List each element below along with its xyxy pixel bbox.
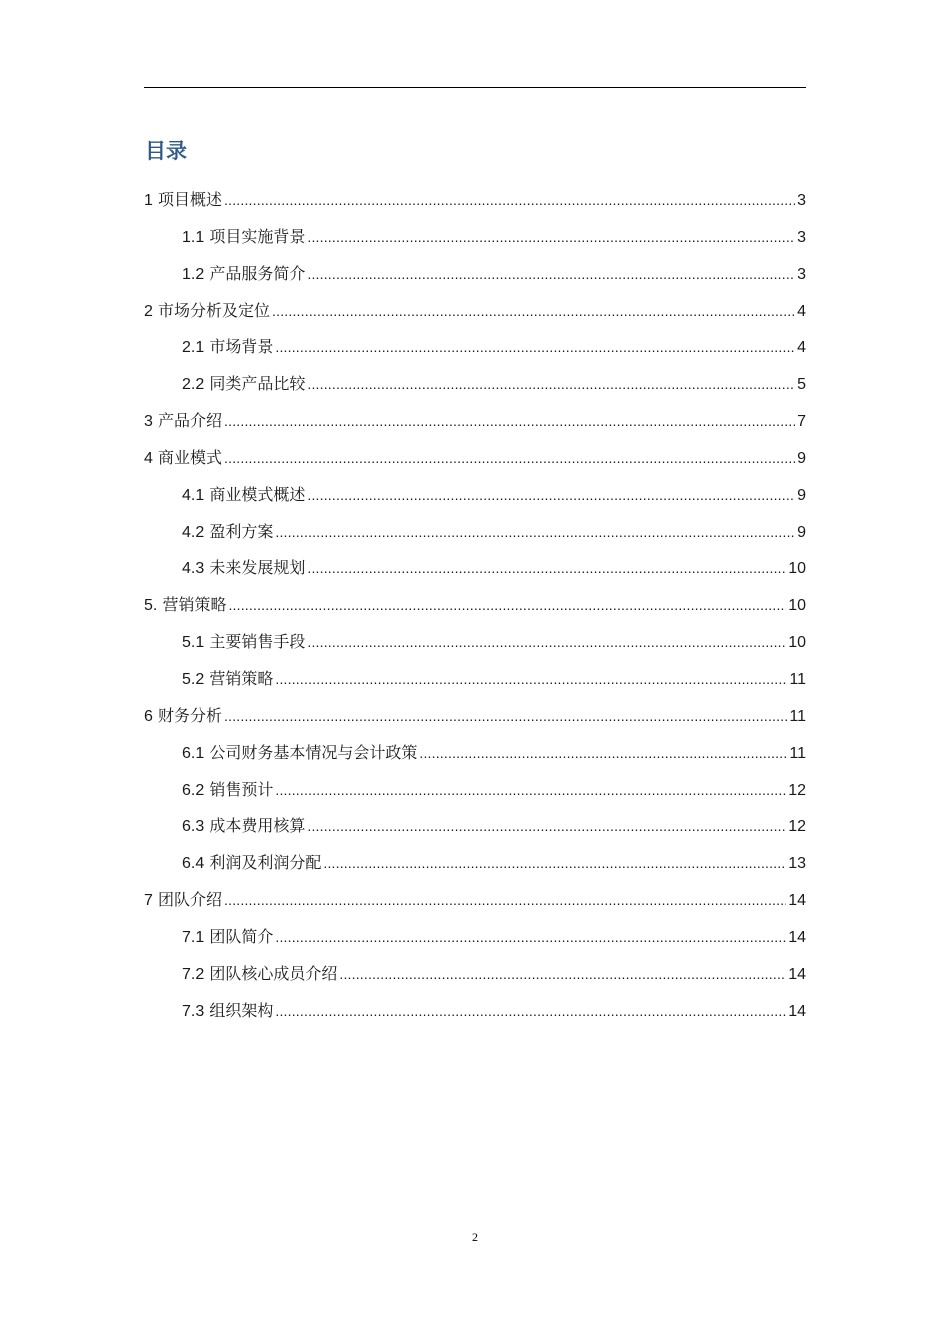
toc-entry-label: 营销策略 — [209, 668, 274, 688]
toc-dot-leader — [275, 329, 795, 366]
toc-dot-leader — [339, 956, 786, 993]
toc-dot-leader — [307, 256, 795, 293]
toc-entry-text — [182, 550, 305, 588]
toc-entry-label: 盈利方案 — [209, 521, 274, 541]
toc-entry[interactable] — [144, 403, 806, 440]
toc-entry[interactable] — [144, 624, 806, 661]
toc-entry-number: 1 — [144, 192, 153, 209]
toc-entry[interactable] — [144, 587, 806, 624]
toc-entry[interactable] — [144, 882, 806, 919]
toc-entry-text — [144, 698, 222, 736]
toc-entry[interactable] — [144, 772, 806, 809]
toc-entry-page: 14 — [788, 928, 806, 946]
toc-entry-text — [182, 993, 273, 1031]
toc-dot-leader — [307, 550, 786, 587]
toc-dot-leader — [275, 772, 786, 809]
toc-entry-label: 项目概述 — [158, 190, 223, 209]
toc-entry-label: 利润及利润分配 — [209, 853, 322, 873]
toc-entry-page: 10 — [788, 560, 806, 578]
toc-entry[interactable] — [144, 808, 806, 845]
toc-entry-page: 14 — [788, 892, 806, 910]
toc-entry-label: 市场分析及定位 — [158, 300, 271, 320]
toc-dot-leader — [307, 219, 795, 256]
toc-entry-page: 14 — [788, 1002, 806, 1020]
toc-entry-text — [182, 366, 305, 404]
toc-entry-label: 团队介绍 — [158, 890, 223, 910]
toc-entry-page: 10 — [788, 634, 806, 652]
toc-entry-label: 主要销售手段 — [209, 632, 306, 652]
toc-entry-number: 4.3 — [182, 560, 205, 578]
toc-entry[interactable] — [144, 735, 806, 772]
toc-entry-text — [182, 808, 305, 846]
toc-list — [144, 182, 806, 1029]
toc-entry-number: 2.1 — [182, 339, 205, 357]
toc-entry-label: 同类产品比较 — [209, 374, 306, 394]
toc-entry-page: 4 — [797, 302, 806, 320]
toc-entry-label: 组织架构 — [209, 1000, 274, 1020]
toc-entry-page: 4 — [797, 339, 806, 357]
toc-entry-text — [182, 919, 273, 957]
toc-entry[interactable] — [144, 477, 806, 514]
toc-entry-number: 4.1 — [182, 486, 205, 504]
toc-entry-label: 市场背景 — [209, 337, 274, 357]
page-number: 2 — [472, 1230, 478, 1244]
toc-dot-leader — [323, 845, 786, 882]
toc-entry-page: 11 — [789, 744, 806, 762]
toc-entry-label: 商业模式 — [158, 447, 223, 467]
toc-entry-number: 5.2 — [182, 670, 205, 688]
toc-entry-number: 6.1 — [182, 744, 205, 762]
toc-entry-text — [182, 514, 273, 552]
toc-entry[interactable] — [144, 550, 806, 587]
toc-dot-leader — [275, 514, 795, 551]
toc-entry-page: 13 — [788, 855, 806, 873]
toc-entry-number: 4.2 — [182, 523, 205, 541]
toc-entry-number: 7.3 — [182, 1002, 205, 1020]
toc-entry-text — [144, 882, 222, 920]
toc-entry-label: 财务分析 — [158, 705, 223, 725]
toc-entry-number: 6.3 — [182, 818, 205, 836]
toc-entry-label: 项目实施背景 — [209, 226, 306, 246]
toc-dot-leader — [307, 808, 786, 845]
toc-entry[interactable] — [144, 956, 806, 993]
toc-entry-text — [182, 772, 273, 810]
toc-entry-number: 7.1 — [182, 928, 205, 946]
toc-entry-number: 2.2 — [182, 376, 205, 394]
toc-entry[interactable] — [144, 182, 806, 219]
toc-entry-text — [144, 403, 222, 441]
toc-dot-leader — [224, 182, 795, 219]
toc-entry-page: 9 — [797, 449, 806, 467]
toc-entry-label: 产品介绍 — [158, 411, 223, 431]
toc-entry-text — [182, 219, 305, 257]
toc-entry-text — [182, 661, 273, 699]
toc-entry-page: 10 — [788, 597, 806, 615]
toc-entry-text — [144, 440, 222, 478]
toc-dot-leader — [275, 661, 787, 698]
toc-entry-text — [182, 624, 305, 662]
toc-entry-number: 1.2 — [182, 265, 205, 283]
toc-dot-leader — [307, 366, 795, 403]
toc-dot-leader — [224, 440, 795, 477]
toc-entry-page: 7 — [797, 413, 806, 431]
toc-dot-leader — [275, 919, 786, 956]
toc-entry[interactable] — [144, 256, 806, 293]
toc-entry-label: 未来发展规划 — [209, 558, 306, 578]
toc-entry-label: 团队简介 — [209, 926, 274, 946]
toc-entry-label: 销售预计 — [209, 779, 274, 799]
toc-entry-text — [182, 956, 337, 994]
toc-entry-page: 3 — [797, 192, 806, 209]
toc-entry-page: 14 — [788, 965, 806, 983]
toc-entry-label: 商业模式概述 — [209, 484, 306, 504]
toc-entry-number: 2 — [144, 302, 153, 320]
toc-entry[interactable] — [144, 219, 806, 256]
toc-entry[interactable] — [144, 329, 806, 366]
toc-entry-number: 4 — [144, 449, 153, 467]
toc-entry-page: 5 — [797, 376, 806, 394]
toc-entry-number: 6 — [144, 707, 153, 725]
toc-entry-label: 团队核心成员介绍 — [209, 963, 338, 983]
toc-entry[interactable] — [144, 661, 806, 698]
toc-dot-leader — [272, 293, 795, 330]
toc-entry-page: 12 — [788, 818, 806, 836]
toc-entry-text — [182, 329, 273, 367]
toc-entry-number: 3 — [144, 413, 153, 431]
toc-entry-number: 7 — [144, 892, 153, 910]
toc-dot-leader — [224, 882, 786, 919]
toc-entry-number: 1.1 — [182, 228, 205, 246]
toc-entry-number: 6.2 — [182, 781, 205, 799]
toc-entry-page: 11 — [789, 707, 806, 725]
toc-entry[interactable] — [144, 440, 806, 477]
toc-entry-number: 5. — [144, 597, 158, 615]
toc-dot-leader — [275, 993, 786, 1030]
toc-entry-text — [144, 293, 270, 331]
toc-entry[interactable] — [144, 366, 806, 403]
toc-entry-page: 3 — [797, 228, 806, 246]
toc-entry-text — [144, 587, 226, 625]
toc-entry-text — [182, 477, 305, 515]
toc-entry-label: 成本费用核算 — [209, 816, 306, 836]
toc-dot-leader — [307, 624, 786, 661]
toc-entry[interactable] — [144, 919, 806, 956]
toc-dot-leader — [419, 735, 787, 772]
toc-entry-label: 产品服务简介 — [209, 263, 306, 283]
toc-dot-leader — [224, 698, 787, 735]
toc-entry-text — [182, 735, 417, 773]
toc-entry-page: 11 — [789, 670, 806, 688]
toc-title: 目录 — [145, 139, 187, 163]
toc-entry-number: 5.1 — [182, 634, 205, 652]
toc-entry-number: 6.4 — [182, 855, 205, 873]
toc-entry-page: 3 — [797, 265, 806, 283]
toc-dot-leader — [224, 403, 795, 440]
toc-entry[interactable] — [144, 845, 806, 882]
toc-entry-page: 9 — [797, 486, 806, 504]
toc-entry-label: 公司财务基本情况与会计政策 — [209, 742, 418, 762]
toc-entry[interactable] — [144, 514, 806, 551]
toc-entry-page: 12 — [788, 781, 806, 799]
toc-dot-leader — [228, 587, 786, 624]
toc-entry-text — [144, 182, 222, 220]
toc-entry[interactable] — [144, 698, 806, 735]
toc-dot-leader — [307, 477, 795, 514]
header-rule — [144, 87, 806, 88]
toc-entry-number: 7.2 — [182, 965, 205, 983]
toc-entry-text — [182, 845, 321, 883]
toc-entry[interactable] — [144, 293, 806, 330]
toc-entry[interactable] — [144, 993, 806, 1030]
toc-entry-label: 营销策略 — [162, 595, 227, 615]
toc-entry-text — [182, 256, 305, 294]
toc-entry-page: 9 — [797, 523, 806, 541]
